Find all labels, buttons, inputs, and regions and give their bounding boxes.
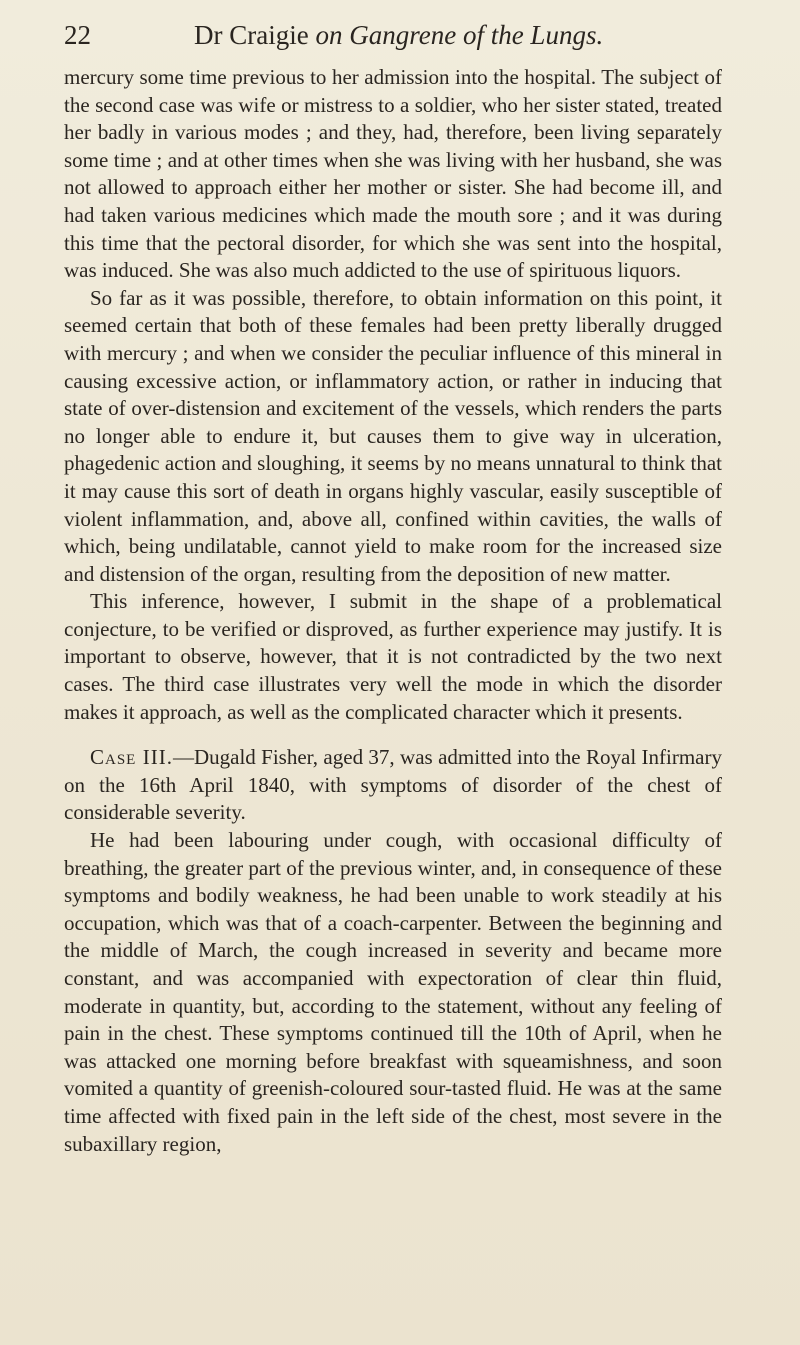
- title-subject: Gangrene of the Lungs.: [349, 20, 604, 50]
- body-text: [64, 64, 722, 1158]
- page-number: 22: [64, 20, 91, 50]
- case-heading-paragraph: [64, 744, 722, 827]
- title-on: on: [315, 20, 343, 50]
- case-label: Case III.: [90, 745, 173, 770]
- paragraph-continuation: mercury some time previous to her admission into the hospital. The subject of the second case was wife or mistress to a soldier, who her sister stated, treated her badly in various modes ; and they, had, therefore, been living separately some time ; and at other times when she was living with her husband, she was not allowed to approach either her mother or sister. She had become ill, and had taken various medicines which made the mouth sore ; and it was during this time that the pectoral disorder, for which she was sent into the hospital, was induced. She was also much addicted to the use of spirituous liquors.: [64, 65, 722, 283]
- paragraph-conjecture: This inference, however, I submit in the shape of a problematical conjecture, to be verified or disproved, as further experience may justify. It is important to observe, however, that it is not contradicted by the two next cases. The third case illustrates very well the mode in which the disorder makes it approach, as well as the complicated character which it presents.: [64, 589, 722, 724]
- case-text: —Dugald Fisher, aged 37, was admitted into the Royal Infirmary on the 16th April 1840, with symptoms of disorder of the chest of considerable severity.: [64, 745, 722, 825]
- paragraph-inference: So far as it was possible, therefore, to obtain information on this point, it seemed certain that both of these females had been pretty liberally drugged with mercury ; and when we consider the peculiar influence of this mineral in causing excessive action, or inflammatory action, or rather in inducing that state of over-distension and excitement of the vessels, which renders the parts no longer able to endure it, but causes them to give way in ulceration, phagedenic action and sloughing, it seems by no means unnatural to think that it may cause this sort of death in organs highly vascular, easily susceptible of violent inflammation, and, above all, confined within cavities, the walls of which, being undilatable, cannot yield to make room for the increased size and distension of the organ, resulting from the deposition of new matter.: [64, 285, 722, 586]
- paragraph-history: He had been labouring under cough, with occasional difficulty of breathing, the greater part of the previous winter, and, in consequence of these symptoms and bodily weakness, he had been unable to work steadily at his occupation, which was that of a coach-carpenter. Between the beginning and the middle of March, the cough increased in severity and became more constant, and was accompanied with expectoration of clear thin fluid, moderate in quantity, but, according to the statement, without any feeling of pain in the chest. These symptoms continued till the 10th of April, when he was attacked one morning before breakfast with squeamishness, and soon vomited a quantity of greenish-coloured sour-tasted fluid. He was at the same time affected with fixed pain in the left side of the chest, most severe in the subaxillary region,: [64, 828, 722, 1156]
- running-header: [64, 18, 744, 52]
- running-title: [194, 18, 603, 52]
- author-name: Dr Craigie: [194, 20, 309, 50]
